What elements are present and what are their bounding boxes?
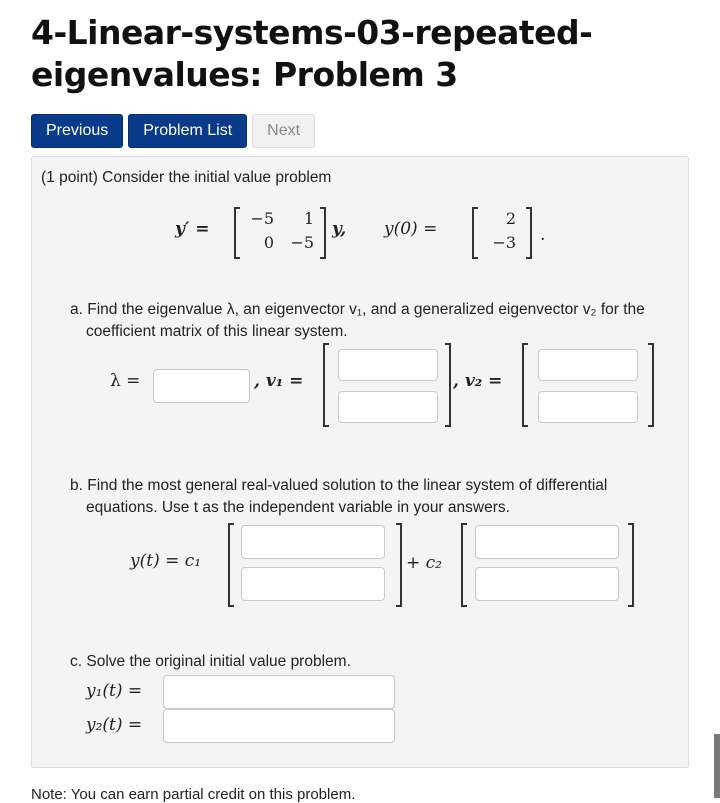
lambda-input[interactable] bbox=[153, 369, 250, 403]
y2-label: y₂(t) = bbox=[86, 715, 143, 735]
matrix-a22: −5 bbox=[290, 233, 314, 252]
b-vector2-input-1[interactable] bbox=[475, 525, 619, 559]
v1-label: , v₁ = bbox=[254, 371, 304, 391]
problem-list-button[interactable]: Problem List bbox=[128, 114, 247, 148]
b-vector2-input-2[interactable] bbox=[475, 567, 619, 601]
b-v2-right-bracket bbox=[628, 523, 634, 607]
part-b-prompt-cont: equations. Use t as the independent variable in your answers. bbox=[86, 499, 510, 516]
init-left-bracket bbox=[472, 207, 478, 259]
v2-right-bracket bbox=[648, 343, 654, 427]
matrix-a11: −5 bbox=[250, 209, 274, 228]
problem-panel bbox=[31, 156, 689, 768]
lambda-label: λ = bbox=[110, 371, 141, 391]
part-a-prompt-cont: coefficient matrix of this linear system. bbox=[86, 323, 348, 340]
problem-intro: (1 point) Consider the initial value problem bbox=[41, 169, 332, 186]
b-v2-left-bracket bbox=[461, 523, 467, 607]
partial-credit-note: Note: You can earn partial credit on this problem. bbox=[31, 786, 356, 803]
v1-input-1[interactable] bbox=[338, 349, 438, 381]
b-vector1-input-2[interactable] bbox=[241, 567, 385, 601]
v1-right-bracket bbox=[445, 343, 451, 427]
initial-condition-lhs: y(0) = bbox=[384, 219, 438, 239]
matrix-left-bracket bbox=[234, 207, 240, 259]
y1-input[interactable] bbox=[163, 675, 395, 709]
y-prime-lhs: y′ = bbox=[175, 219, 210, 239]
init-right-bracket bbox=[526, 207, 532, 259]
previous-button[interactable]: Previous bbox=[31, 114, 123, 148]
plus-c2-label: + c₂ bbox=[406, 553, 442, 573]
v1-left-bracket bbox=[323, 343, 329, 427]
yt-label: y(t) = c₁ bbox=[130, 551, 202, 571]
v1-input-2[interactable] bbox=[338, 391, 438, 423]
matrix-right-bracket bbox=[320, 207, 326, 259]
matrix-a12: 1 bbox=[303, 209, 314, 228]
equation-period: . bbox=[540, 225, 546, 245]
next-button[interactable]: Next bbox=[252, 114, 315, 148]
part-a-prompt: a. Find the eigenvalue λ, an eigenvector v₁, and a generalized eigenvector v₂ for the bbox=[70, 301, 645, 318]
scrollbar[interactable] bbox=[714, 734, 720, 798]
b-v1-left-bracket bbox=[228, 523, 234, 607]
part-c-prompt: c. Solve the original initial value problem. bbox=[70, 653, 351, 670]
b-v1-right-bracket bbox=[396, 523, 402, 607]
v2-label: , v₂ = bbox=[453, 371, 503, 391]
v2-left-bracket bbox=[522, 343, 528, 427]
y1-label: y₁(t) = bbox=[86, 681, 143, 701]
problem-nav bbox=[31, 114, 315, 148]
init-value-1: 2 bbox=[505, 209, 516, 228]
page-title: 4-Linear-systems-03-repeated-eigenvalues: Problem 3 bbox=[31, 13, 593, 94]
y2-input[interactable] bbox=[163, 709, 395, 743]
v2-input-2[interactable] bbox=[538, 391, 638, 423]
init-value-2: −3 bbox=[492, 233, 516, 252]
b-vector1-input-1[interactable] bbox=[241, 525, 385, 559]
v2-input-1[interactable] bbox=[538, 349, 638, 381]
part-b-prompt: b. Find the most general real-valued solution to the linear system of differential bbox=[70, 477, 608, 494]
y-vector: y, bbox=[332, 219, 347, 239]
matrix-a21: 0 bbox=[263, 233, 274, 252]
